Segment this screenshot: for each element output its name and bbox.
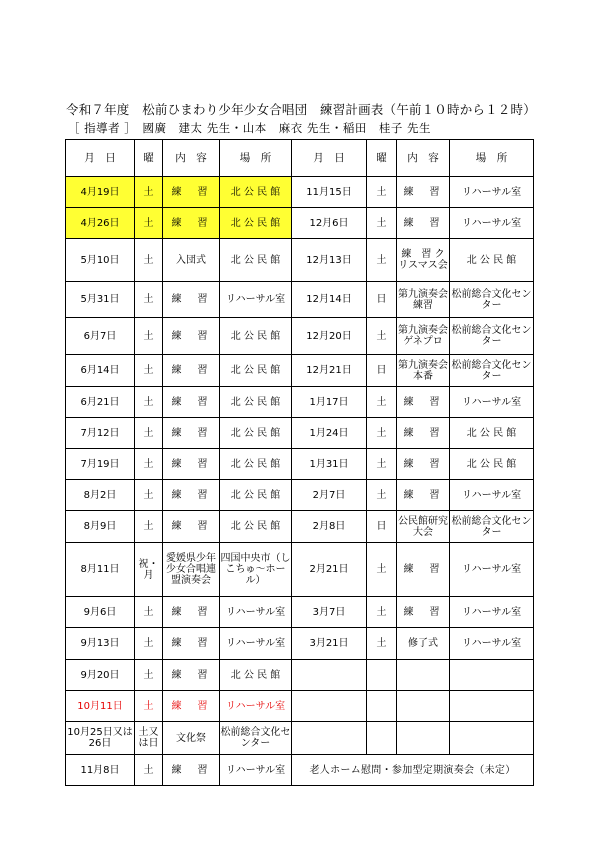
- left-date: 5月10日: [66, 239, 135, 282]
- left-date: 10月11日: [66, 691, 135, 722]
- right-date: 3月7日: [292, 597, 367, 628]
- right-day: 日: [367, 282, 397, 318]
- right-place: 松前総合文化センター: [450, 282, 534, 318]
- left-date: 4月26日: [66, 208, 135, 239]
- left-place: 北 公 民 館: [220, 480, 292, 511]
- right-date: 12月21日: [292, 355, 367, 387]
- right-place: 松前総合文化センター: [450, 318, 534, 355]
- right-place: リハーサル室: [450, 597, 534, 628]
- table-row: [66, 208, 534, 239]
- header-place: 場 所: [220, 140, 292, 177]
- left-content: 文化祭: [163, 722, 220, 755]
- table-row: [66, 511, 534, 543]
- table-row: [66, 282, 534, 318]
- left-date: 8月11日: [66, 543, 135, 597]
- left-place: リハーサル室: [220, 282, 292, 318]
- left-day: 土又は日: [135, 722, 163, 755]
- left-day: 土: [135, 208, 163, 239]
- right-place: リハーサル室: [450, 628, 534, 660]
- table-row: [66, 387, 534, 418]
- left-place: 松前総合文化センター: [220, 722, 292, 755]
- right-day: 土: [367, 597, 397, 628]
- left-day: 土: [135, 449, 163, 480]
- left-date: 10月25日又は26日: [66, 722, 135, 755]
- left-date: 4月19日: [66, 177, 135, 208]
- right-content: 公民館研究大会: [397, 511, 450, 543]
- empty-cell: [367, 722, 397, 755]
- left-content: 練 習: [163, 449, 220, 480]
- right-place: リハーサル室: [450, 177, 534, 208]
- left-day: 土: [135, 480, 163, 511]
- left-date: 5月31日: [66, 282, 135, 318]
- left-date: 7月12日: [66, 418, 135, 449]
- left-content: 練 習: [163, 355, 220, 387]
- right-day: 土: [367, 387, 397, 418]
- header-day: 曜: [367, 140, 397, 177]
- left-day: 土: [135, 628, 163, 660]
- left-date: 11月8日: [66, 755, 135, 786]
- left-date: 9月13日: [66, 628, 135, 660]
- left-date: 8月2日: [66, 480, 135, 511]
- table-row: [66, 755, 534, 786]
- header-date: 月 日: [292, 140, 367, 177]
- table-row: [66, 418, 534, 449]
- left-place: 北 公 民 館: [220, 660, 292, 691]
- table-row: [66, 177, 534, 208]
- right-content: 練 習: [397, 449, 450, 480]
- left-date: 6月21日: [66, 387, 135, 418]
- empty-cell: [367, 660, 397, 691]
- left-place: 北 公 民 館: [220, 449, 292, 480]
- left-day: 土: [135, 597, 163, 628]
- left-date: 8月9日: [66, 511, 135, 543]
- empty-cell: [450, 691, 534, 722]
- right-date: 2月21日: [292, 543, 367, 597]
- empty-cell: [397, 660, 450, 691]
- header-day: 曜: [135, 140, 163, 177]
- left-place: リハーサル室: [220, 628, 292, 660]
- table-row: [66, 628, 534, 660]
- left-date: 9月6日: [66, 597, 135, 628]
- left-date: 6月14日: [66, 355, 135, 387]
- left-content: 練 習: [163, 660, 220, 691]
- left-content: 練 習: [163, 387, 220, 418]
- left-date: 6月7日: [66, 318, 135, 355]
- left-content: 練 習: [163, 177, 220, 208]
- left-content: 練 習: [163, 597, 220, 628]
- right-day: 土: [367, 239, 397, 282]
- right-day: 土: [367, 480, 397, 511]
- table-row: [66, 480, 534, 511]
- page-title: 令和７年度 松前ひまわり少年少女合唱団 練習計画表（午前１０時から１２時）: [66, 102, 536, 117]
- header-place: 場 所: [450, 140, 534, 177]
- left-content: 練 習: [163, 282, 220, 318]
- empty-cell: [397, 691, 450, 722]
- right-content: 第九演奏会本番: [397, 355, 450, 387]
- left-day: 土: [135, 387, 163, 418]
- right-date: 12月14日: [292, 282, 367, 318]
- schedule-table: [65, 139, 534, 786]
- right-date: 12月6日: [292, 208, 367, 239]
- right-place: 北 公 民 館: [450, 239, 534, 282]
- right-content: 練 習: [397, 387, 450, 418]
- empty-cell: [450, 722, 534, 755]
- right-content: 第九演奏会練習: [397, 282, 450, 318]
- right-day: 土: [367, 418, 397, 449]
- right-day: 土: [367, 628, 397, 660]
- right-content: 練 習: [397, 177, 450, 208]
- left-place: 北 公 民 館: [220, 177, 292, 208]
- left-place: 北 公 民 館: [220, 355, 292, 387]
- right-content: 修了式: [397, 628, 450, 660]
- right-content: 練 習: [397, 480, 450, 511]
- left-day: 土: [135, 355, 163, 387]
- left-day: 土: [135, 282, 163, 318]
- right-date: 1月17日: [292, 387, 367, 418]
- empty-cell: [397, 722, 450, 755]
- header-date: 月 日: [66, 140, 135, 177]
- table-row: [66, 597, 534, 628]
- right-day: 日: [367, 511, 397, 543]
- right-place: リハーサル室: [450, 480, 534, 511]
- right-content: 練 習: [397, 543, 450, 597]
- left-day: 祝・月: [135, 543, 163, 597]
- table-row: [66, 722, 534, 755]
- left-content: 練 習: [163, 208, 220, 239]
- right-date: 1月31日: [292, 449, 367, 480]
- left-content: 練 習: [163, 480, 220, 511]
- left-date: 9月20日: [66, 660, 135, 691]
- footnote-cell: 老人ホーム慰問・参加型定期演奏会（未定）: [292, 755, 534, 786]
- header-row: [66, 140, 534, 177]
- left-place: 北 公 民 館: [220, 511, 292, 543]
- right-place: リハーサル室: [450, 387, 534, 418]
- left-place: 北 公 民 館: [220, 208, 292, 239]
- left-content: 練 習: [163, 318, 220, 355]
- left-day: 土: [135, 318, 163, 355]
- left-place: 四国中央市（しこちゅ～ホール）: [220, 543, 292, 597]
- right-day: 土: [367, 449, 397, 480]
- instructors-line: ［ 指導者 ］ 國廣 建太 先生・山本 麻衣 先生・稲田 桂子 先生: [68, 121, 432, 135]
- left-content: 練 習: [163, 691, 220, 722]
- right-place: リハーサル室: [450, 208, 534, 239]
- table-row: [66, 691, 534, 722]
- right-date: 2月7日: [292, 480, 367, 511]
- left-place: リハーサル室: [220, 755, 292, 786]
- header-content: 内 容: [163, 140, 220, 177]
- left-day: 土: [135, 660, 163, 691]
- left-place: 北 公 民 館: [220, 239, 292, 282]
- left-day: 土: [135, 239, 163, 282]
- right-place: 松前総合文化センター: [450, 511, 534, 543]
- right-date: 11月15日: [292, 177, 367, 208]
- left-day: 土: [135, 511, 163, 543]
- right-date: 12月13日: [292, 239, 367, 282]
- right-day: 土: [367, 318, 397, 355]
- right-content: 練 習 クリスマス会: [397, 239, 450, 282]
- left-content: 愛媛県少年少女合唱連盟演奏会: [163, 543, 220, 597]
- left-day: 土: [135, 177, 163, 208]
- left-day: 土: [135, 418, 163, 449]
- right-content: 練 習: [397, 208, 450, 239]
- empty-cell: [367, 691, 397, 722]
- left-content: 練 習: [163, 511, 220, 543]
- right-content: 練 習: [397, 418, 450, 449]
- left-content: 練 習: [163, 628, 220, 660]
- empty-cell: [292, 691, 367, 722]
- left-date: 7月19日: [66, 449, 135, 480]
- right-day: 土: [367, 177, 397, 208]
- right-content: 第九演奏会ゲネプロ: [397, 318, 450, 355]
- right-place: 松前総合文化センター: [450, 355, 534, 387]
- left-day: 土: [135, 691, 163, 722]
- left-place: 北 公 民 館: [220, 387, 292, 418]
- table-row: [66, 318, 534, 355]
- left-place: 北 公 民 館: [220, 318, 292, 355]
- right-place: 北 公 民 館: [450, 418, 534, 449]
- right-date: 2月8日: [292, 511, 367, 543]
- table-row: [66, 355, 534, 387]
- right-day: 土: [367, 543, 397, 597]
- empty-cell: [292, 660, 367, 691]
- left-place: リハーサル室: [220, 597, 292, 628]
- left-place: 北 公 民 館: [220, 418, 292, 449]
- empty-cell: [292, 722, 367, 755]
- left-day: 土: [135, 755, 163, 786]
- table-row: [66, 660, 534, 691]
- left-place: リハーサル室: [220, 691, 292, 722]
- right-day: 土: [367, 208, 397, 239]
- right-date: 12月20日: [292, 318, 367, 355]
- right-content: 練 習: [397, 597, 450, 628]
- table-row: [66, 449, 534, 480]
- header-content: 内 容: [397, 140, 450, 177]
- right-day: 日: [367, 355, 397, 387]
- left-content: 練 習: [163, 755, 220, 786]
- right-place: リハーサル室: [450, 543, 534, 597]
- table-row: [66, 543, 534, 597]
- right-date: 3月21日: [292, 628, 367, 660]
- right-date: 1月24日: [292, 418, 367, 449]
- left-content: 入団式: [163, 239, 220, 282]
- left-content: 練 習: [163, 418, 220, 449]
- right-place: 北 公 民 館: [450, 449, 534, 480]
- table-row: [66, 239, 534, 282]
- empty-cell: [450, 660, 534, 691]
